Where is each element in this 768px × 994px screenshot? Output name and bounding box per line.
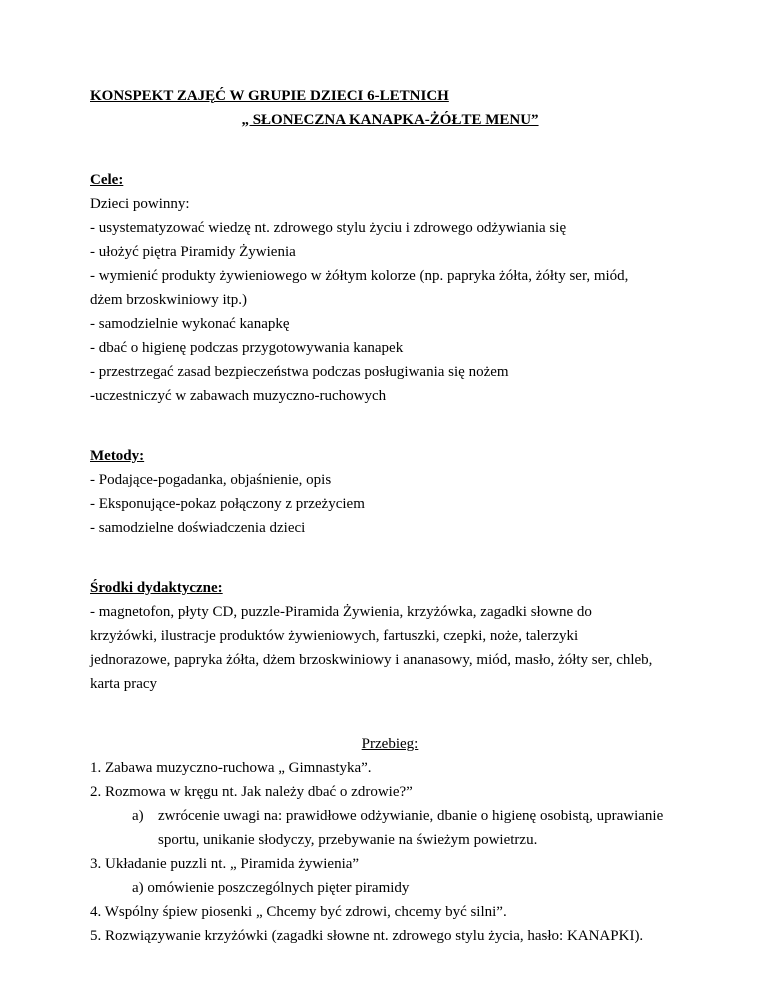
step-3a: a) omówienie poszczególnych pięter piramidy (132, 880, 410, 896)
list-item: - samodzielne doświadczenia dzieci (90, 520, 306, 536)
list-item: - Eksponujące-pokaz połączony z przeżyciem (90, 496, 365, 512)
document-page (90, 84, 690, 948)
cele-intro: Dzieci powinny: (90, 196, 190, 212)
list-item: - ułożyć piętra Piramidy Żywienia (90, 244, 296, 260)
list-item: -uczestniczyć w zabawach muzyczno-ruchowych (90, 388, 387, 404)
list-item: dżem brzoskwiniowy itp.) (90, 292, 248, 308)
list-item: - dbać o higienę podczas przygotowywania kanapek (90, 340, 404, 356)
step-1: 1. Zabawa muzyczno-ruchowa „ Gimnastyka”. (90, 760, 372, 776)
step-5: 5. Rozwiązywanie krzyżówki (zagadki słowne nt. zdrowego stylu życia, hasło: KANAPKI). (90, 928, 644, 944)
step-4: 4. Wspólny śpiew piosenki „ Chcemy być zdrowi, chcemy być silni”. (90, 904, 507, 920)
paragraph-line: - magnetofon, płyty CD, puzzle-Piramida Żywienia, krzyżówka, zagadki słowne do (90, 604, 592, 620)
document-subtitle: „ SŁONECZNA KANAPKA-ŻÓŁTE MENU” (241, 112, 539, 128)
srodki-heading: Środki dydaktyczne: (90, 580, 223, 596)
przebieg-heading: Przebieg: (361, 736, 419, 752)
przebieg-heading-row (90, 732, 690, 756)
step-2: 2. Rozmowa w kręgu nt. Jak należy dbać o zdrowie?” (90, 784, 413, 800)
paragraph-line: karta pracy (90, 676, 158, 692)
step-2a-continued: sportu, unikanie słodyczy, przebywanie na świeżym powietrzu. (158, 832, 538, 848)
cele-heading: Cele: (90, 172, 124, 188)
paragraph-line: krzyżówki, ilustracje produktów żywieniowych, fartuszki, czepki, noże, talerzyki (90, 628, 579, 644)
step-3: 3. Układanie puzzli nt. „ Piramida żywienia” (90, 856, 360, 872)
list-item: - wymienić produkty żywieniowego w żółtym kolorze (np. papryka żółta, żółty ser, miód, (90, 268, 629, 284)
step-2a-text: zwrócenie uwagi na: prawidłowe odżywianie, dbanie o higienę osobistą, uprawianie (158, 808, 664, 824)
list-item: - przestrzegać zasad bezpieczeństwa podczas posługiwania się nożem (90, 364, 509, 380)
paragraph-line: jednorazowe, papryka żółta, dżem brzoskwiniowy i ananasowy, miód, masło, żółty ser, chleb, (90, 652, 653, 668)
list-item: - samodzielnie wykonać kanapkę (90, 316, 290, 332)
step-2a-marker: a) (132, 808, 144, 824)
step-2a (90, 804, 690, 828)
list-item: - usystematyzować wiedzę nt. zdrowego stylu życiu i zdrowego odżywiania się (90, 220, 567, 236)
document-title: KONSPEKT ZAJĘĆ W GRUPIE DZIECI 6-LETNICH (90, 88, 449, 104)
list-item: - Podające-pogadanka, objaśnienie, opis (90, 472, 332, 488)
metody-heading: Metody: (90, 448, 145, 464)
